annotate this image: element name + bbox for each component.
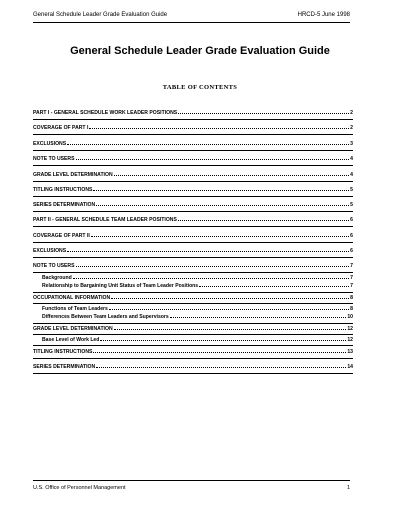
- toc-entry[interactable]: [33, 324, 353, 332]
- dot-leader: [100, 340, 346, 341]
- divider: [33, 211, 353, 212]
- toc-subentry[interactable]: [33, 273, 353, 281]
- footer-organization: U.S. Office of Personnel Management: [33, 485, 126, 491]
- dot-leader: [76, 266, 350, 267]
- toc-entry[interactable]: [33, 215, 353, 223]
- toc-entry[interactable]: [33, 293, 353, 301]
- toc-entry-label: PART I - GENERAL SCHEDULE WORK LEADER POSITIONS: [33, 110, 178, 116]
- dot-leader: [93, 190, 349, 191]
- dot-leader: [96, 205, 349, 206]
- dot-leader: [109, 309, 349, 310]
- toc-entry-page: 2: [350, 125, 353, 131]
- toc-entry-label: GRADE LEVEL DETERMINATION: [33, 326, 113, 332]
- toc-entry-label: OCCUPATIONAL INFORMATION: [33, 295, 111, 301]
- toc-entry[interactable]: [33, 362, 353, 370]
- divider: [33, 196, 353, 197]
- divider: [33, 358, 353, 359]
- toc-entry-label: SERIES DETERMINATION: [33, 364, 96, 370]
- divider: [33, 345, 353, 346]
- toc-entry[interactable]: [33, 154, 353, 162]
- toc-entry-page: 7: [350, 275, 353, 281]
- toc-entry-page: 2: [350, 110, 353, 116]
- toc-subentry[interactable]: [33, 281, 353, 289]
- dot-leader: [199, 286, 349, 287]
- toc-entry-page: 13: [347, 349, 353, 355]
- toc-entry[interactable]: [33, 185, 353, 193]
- toc-entry-page: 3: [350, 141, 353, 147]
- page-title: General Schedule Leader Grade Evaluation Guide: [70, 45, 330, 57]
- toc-entry[interactable]: [33, 108, 353, 116]
- dot-leader: [114, 175, 350, 176]
- toc-entry-label: SERIES DETERMINATION: [33, 202, 96, 208]
- toc-entry-label: COVERAGE OF PART I: [33, 125, 89, 131]
- toc-entry-label: PART II - GENERAL SCHEDULE TEAM LEADER POSITIONS: [33, 217, 177, 223]
- dot-leader: [76, 159, 350, 160]
- toc-entry-page: 4: [350, 156, 353, 162]
- toc-entry-page: 5: [350, 187, 353, 193]
- toc-entry-page: 6: [350, 248, 353, 254]
- page-header: [33, 10, 350, 23]
- dot-leader: [93, 352, 346, 353]
- dot-leader: [170, 317, 347, 318]
- divider: [33, 134, 353, 135]
- dot-leader: [91, 236, 349, 237]
- dot-leader: [111, 298, 349, 299]
- toc-entry-label: Background: [42, 275, 72, 281]
- divider: [33, 242, 353, 243]
- toc-subentry[interactable]: [33, 335, 353, 343]
- dot-leader: [114, 329, 347, 330]
- toc-entry[interactable]: [33, 123, 353, 131]
- divider: [33, 226, 353, 227]
- page-number: 1: [346, 485, 350, 491]
- toc-entry-page: 7: [350, 263, 353, 269]
- divider: [33, 181, 353, 182]
- toc-entry-page: 10: [347, 314, 353, 320]
- toc-entry[interactable]: [33, 200, 353, 208]
- toc-entry[interactable]: [33, 231, 353, 239]
- page-footer: [33, 480, 350, 493]
- divider: [33, 150, 353, 151]
- toc-entry-label: COVERAGE OF PART II: [33, 233, 90, 239]
- toc-entry-label: NOTE TO USERS: [33, 263, 75, 269]
- toc-entry[interactable]: [33, 139, 353, 147]
- toc-entry-page: 14: [347, 364, 353, 370]
- dot-leader: [73, 278, 349, 279]
- toc-subentry[interactable]: [33, 312, 353, 320]
- toc-entry-page: 6: [350, 217, 353, 223]
- toc-entry-page: 4: [350, 172, 353, 178]
- toc-subentry[interactable]: [33, 304, 353, 312]
- dot-leader: [178, 220, 349, 221]
- divider: [33, 257, 353, 258]
- header-document-title: General Schedule Leader Grade Evaluation Guide: [33, 12, 168, 18]
- toc-entry-page: 12: [347, 326, 353, 332]
- divider: [33, 373, 353, 374]
- toc-entry[interactable]: [33, 347, 353, 355]
- toc-entry-label: Base Level of Work Led: [42, 337, 100, 343]
- toc-entry-label: EXCLUSIONS: [33, 141, 67, 147]
- toc-entry-label: Functions of Team Leaders: [42, 306, 108, 312]
- dot-leader: [178, 113, 349, 114]
- toc-heading: TABLE OF CONTENTS: [162, 84, 238, 91]
- toc-entry[interactable]: [33, 261, 353, 269]
- toc-entry-label: NOTE TO USERS: [33, 156, 75, 162]
- toc-entry-page: 8: [350, 306, 353, 312]
- toc-entry-page: 5: [350, 202, 353, 208]
- header-document-id: HRCD-5 June 1998: [297, 12, 350, 18]
- toc-entry-label: GRADE LEVEL DETERMINATION: [33, 172, 113, 178]
- toc-entry-page: 6: [350, 233, 353, 239]
- dot-leader: [67, 144, 349, 145]
- toc-entry[interactable]: [33, 170, 353, 178]
- toc-entry-page: 12: [347, 337, 353, 343]
- toc-entry-page: 7: [350, 283, 353, 289]
- toc-entry-label: Differences Between Team Leaders and Supervisors: [42, 314, 169, 320]
- toc-entry-label: EXCLUSIONS: [33, 248, 67, 254]
- divider: [33, 119, 353, 120]
- dot-leader: [67, 251, 349, 252]
- toc-entry-label: TITLING INSTRUCTIONS: [33, 187, 93, 193]
- divider: [33, 165, 353, 166]
- dot-leader: [96, 367, 346, 368]
- toc-entry-label: TITLING INSTRUCTIONS: [33, 349, 93, 355]
- toc-entry-label: Relationship to Bargaining Unit Status of Team Leader Positions: [42, 283, 199, 289]
- toc-entry[interactable]: [33, 246, 353, 254]
- dot-leader: [89, 128, 349, 129]
- toc-entry-page: 8: [350, 295, 353, 301]
